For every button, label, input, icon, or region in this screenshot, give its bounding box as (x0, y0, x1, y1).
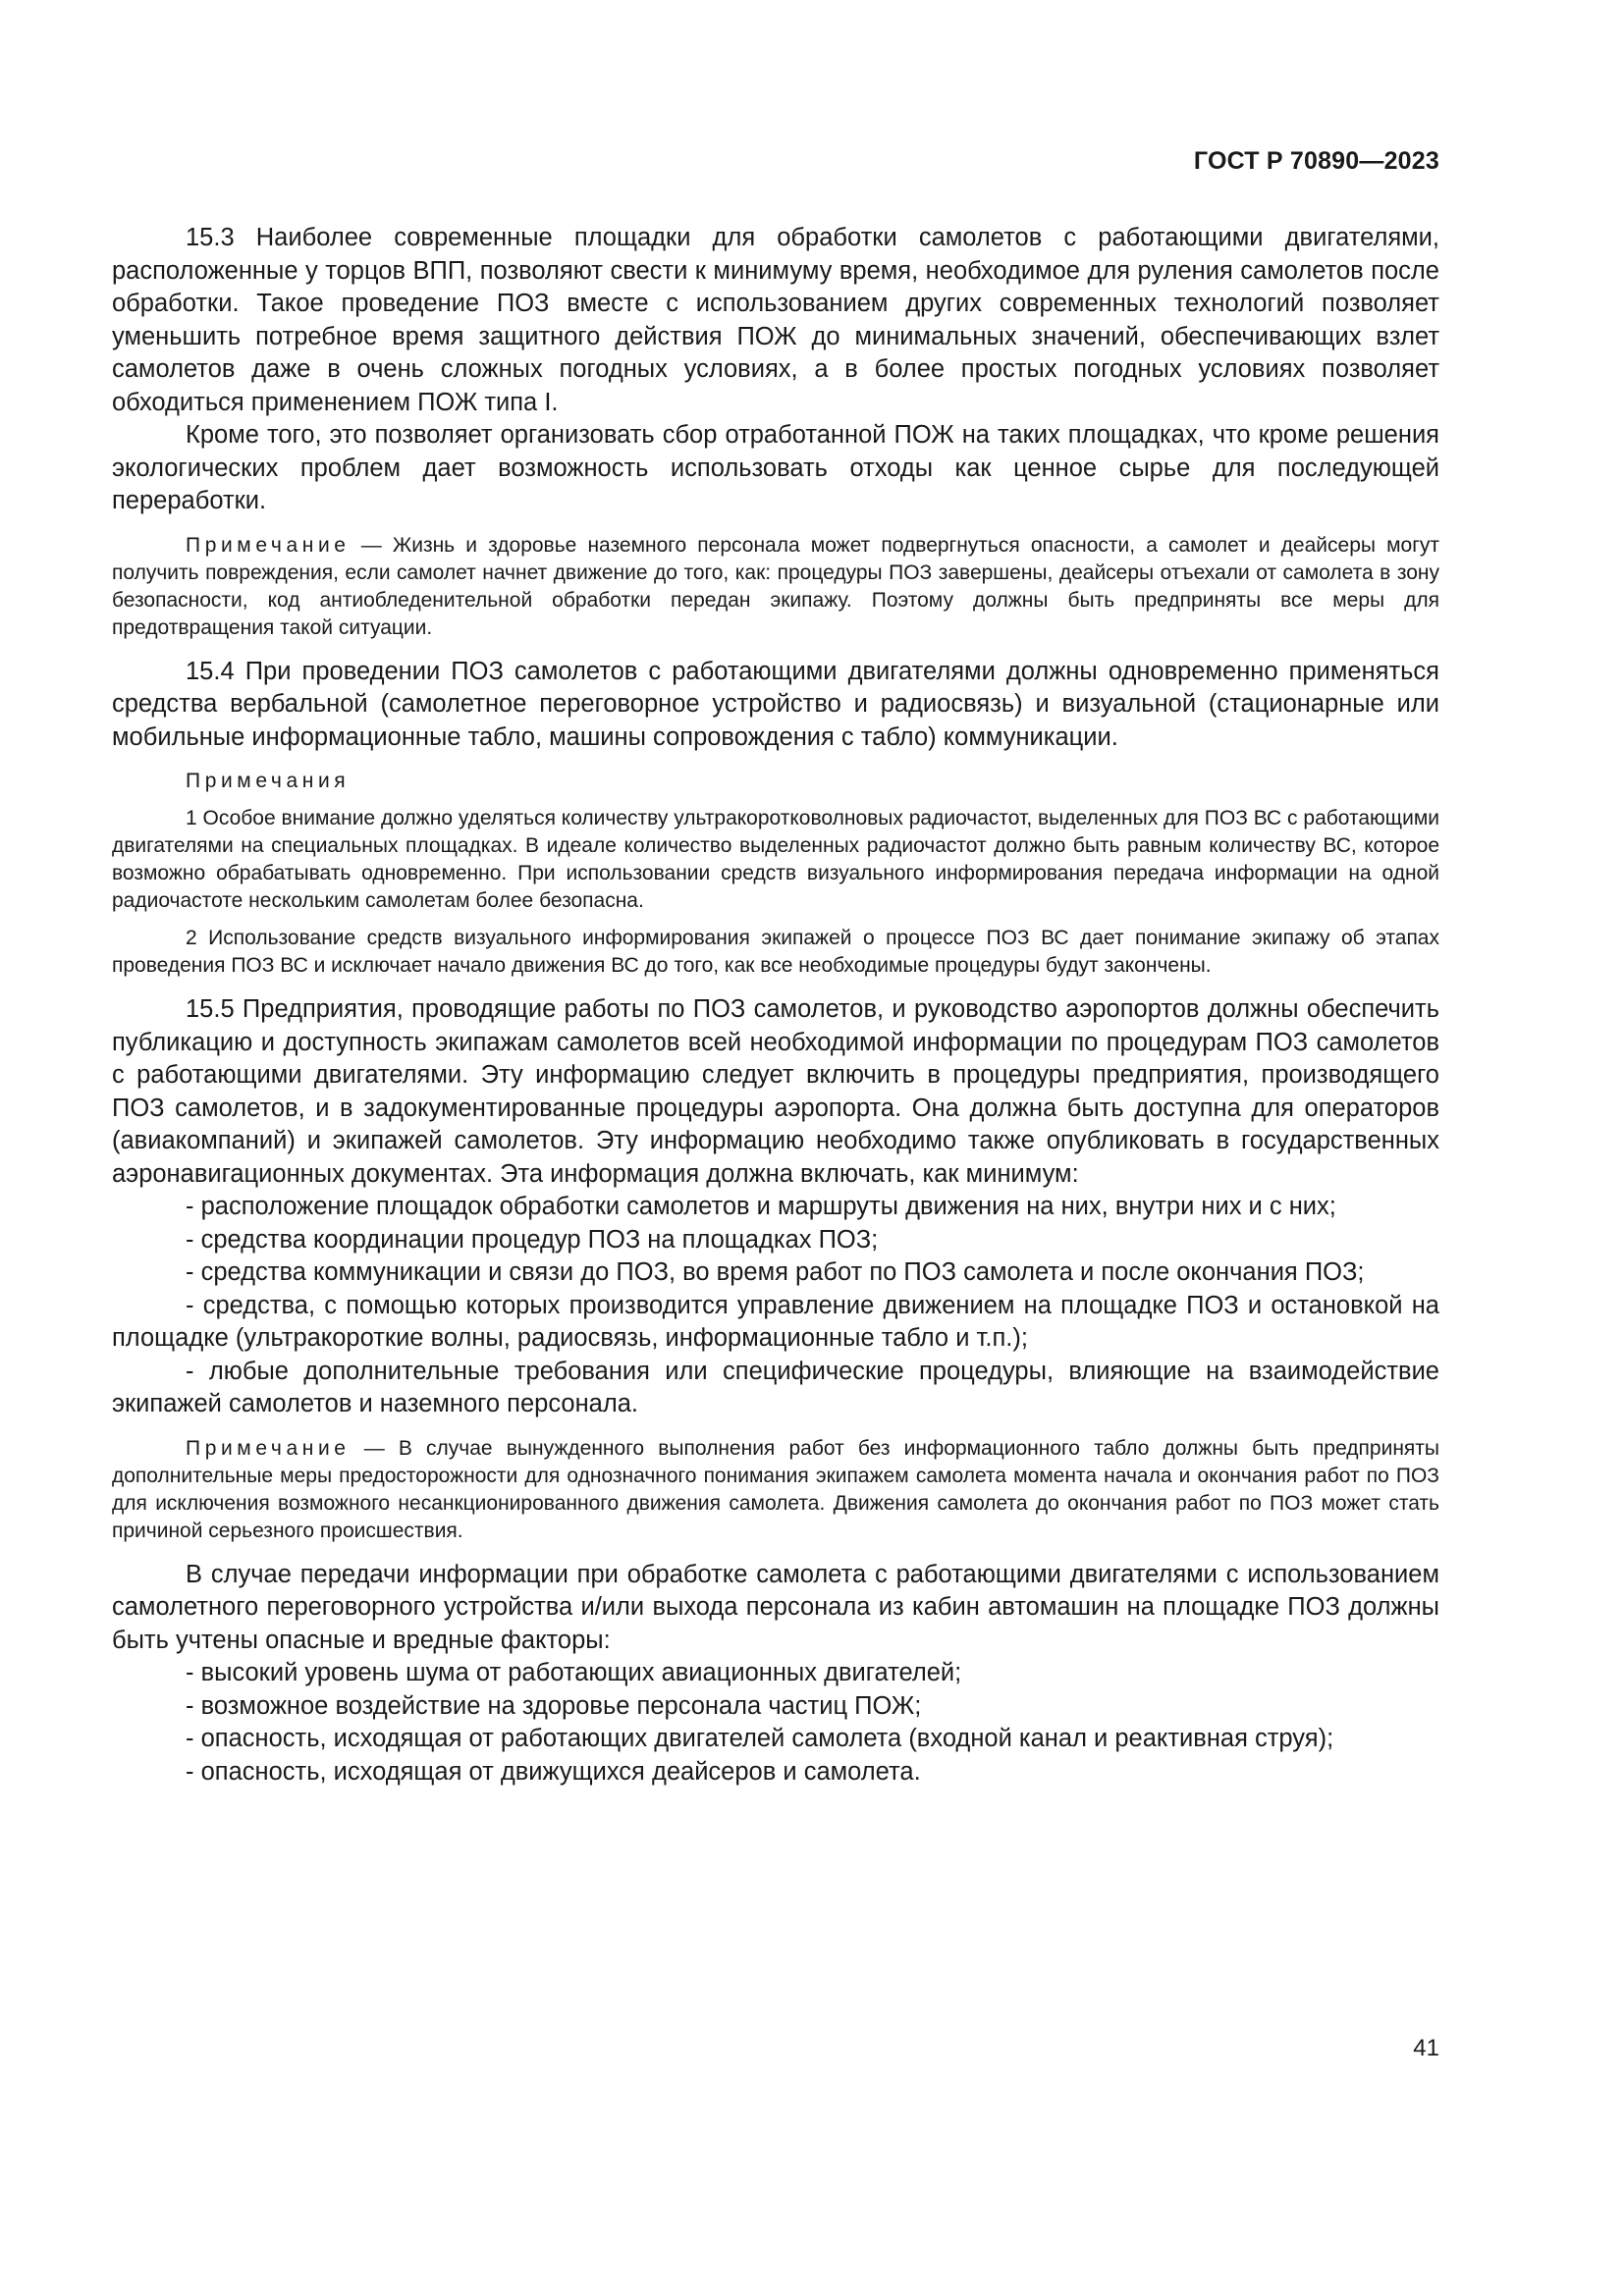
note-3 (112, 1435, 1439, 1545)
note-3-text: — В случае вынужденного выполнения работ без информационного табло должны быть предприняты дополнительные меры предосторожности для однозначного понимания экипажем самолета момента начала и окончания работ по ПОЗ для исключения возможного несанкционированного движения самолета. Движения самолета до окончания работ по ПОЗ может стать причиной серьезного происшествия. (112, 1436, 1439, 1542)
list-2-item-1: - высокий уровень шума от работающих авиационных двигателей; (186, 1659, 962, 1686)
note-1-title: Примечание (186, 533, 351, 557)
list-2-item-3: - опасность, исходящая от работающих двигателей самолета (входной канал и реактивная струя); (186, 1725, 1334, 1752)
paragraph-15-4: 15.4 При проведении ПОЗ самолетов с работающими двигателями должны одновременно применяться средства вербальной (самолетное переговорное устройство и радиосвязь) и визуальной (стационарные или мобильные информационные табло, машины сопровождения с табло) коммуникации. (112, 657, 1439, 751)
notes-2-item-2: 2 Использование средств визуального информирования экипажей о процессе ПОЗ ВС дает понимание экипажу об этапах проведения ПОЗ ВС и исключает начало движения ВС до того, как все необходимые процедуры будут закончены. (112, 927, 1439, 977)
list-2-item-2: - возможное воздействие на здоровье персонала частиц ПОЖ; (186, 1691, 922, 1720)
notes-2-title: Примечания (186, 770, 351, 792)
list-1-item-5: - любые дополнительные требования или специфические процедуры, влияющие на взаимодействие экипажей самолетов и наземного персонала. (112, 1357, 1439, 1417)
document-code-header: ГОСТ Р 70890—2023 (1193, 147, 1439, 175)
list-1-item-1: - расположение площадок обработки самолетов и маршруты движения на них, внутри них и с них; (186, 1193, 1336, 1220)
paragraph-15-3: 15.3 Наиболее современные площадки для обработки самолетов с работающими двигателями, расположенные у торцов ВПП, позволяют свести к минимуму время, необходимое для руления самолетов после обработки. Такое проведение ПОЗ вместе с использованием других современных технологий позволяет уменьшить потребное время защитного действия ПОЖ до минимальных значений, обеспечивающих взлет самолетов даже в очень сложных погодных условиях, а в более простых погодных условиях позволяет обходиться применением ПОЖ типа I. (112, 224, 1439, 416)
paragraph-15-3-continued: Кроме того, это позволяет организовать сбор отработанной ПОЖ на таких площадках, что кроме решения экологических проблем дает возможность использовать отходы как ценное сырье для последующей переработки. (112, 421, 1439, 514)
note-3-title: Примечание (186, 1436, 351, 1460)
list-1-item-2: - средства координации процедур ПОЗ на площадках ПОЗ; (186, 1225, 879, 1254)
note-1-text: — Жизнь и здоровье наземного персонала может подвергнуться опасности, а самолет и деайсеры могут получить повреждения, если самолет начнет движение до того, как: процедуры ПОЗ завершены, деайсеры отъехали от самолета в зону безопасности, код антиобледенительной обработки передан экипажу. Поэтому должны быть предприняты все меры для предотвращения такой ситуации. (112, 533, 1439, 639)
document-body (112, 222, 1439, 1789)
paragraph-final: В случае передачи информации при обработке самолета с работающими двигателями с использованием самолетного переговорного устройства и/или выхода персонала из кабин автомашин на площадке ПОЗ должны быть учтены опасные и вредные факторы: (112, 1560, 1439, 1654)
paragraph-15-5: 15.5 Предприятия, проводящие работы по ПОЗ самолетов, и руководство аэропортов должны обеспечить публикацию и доступность экипажам самолетов всей необходимой информации по процедурам ПОЗ самолетов с работающими двигателями. Эту информацию следует включить в процедуры предприятия, производящего ПОЗ самолетов, и в задокументированные процедуры аэропорта. Она должна быть доступна для операторов (авиакомпаний) и экипажей самолетов. Эту информацию необходимо также опубликовать в государственных аэронавигационных документах. Эта информация должна включать, как минимум: (112, 995, 1439, 1188)
note-1 (112, 532, 1439, 642)
notes-2-item-1: 1 Особое внимание должно уделяться количеству ультракоротковолновых радиочастот, выделенных для ПОЗ ВС с работающими двигателями на специальных площадках. В идеале количество выделенных радиочастот должно быть равным количеству ВС, которое возможно обрабатывать одновременно. При использовании средств визуального информирования передача информации на одной радиочастоте нескольким самолетам более безопасна. (112, 807, 1439, 912)
list-1-item-3: - средства коммуникации и связи до ПОЗ, во время работ по ПОЗ самолета и после окончания ПОЗ; (186, 1258, 1365, 1286)
page-number: 41 (1413, 2035, 1439, 2061)
list-1-item-4: - средства, с помощью которых производится управление движением на площадке ПОЗ и остановкой на площадке (ультракороткие волны, радиосвязь, информационные табло и т.п.); (112, 1291, 1439, 1352)
list-2-item-4: - опасность, исходящая от движущихся деайсеров и самолета. (186, 1757, 921, 1786)
